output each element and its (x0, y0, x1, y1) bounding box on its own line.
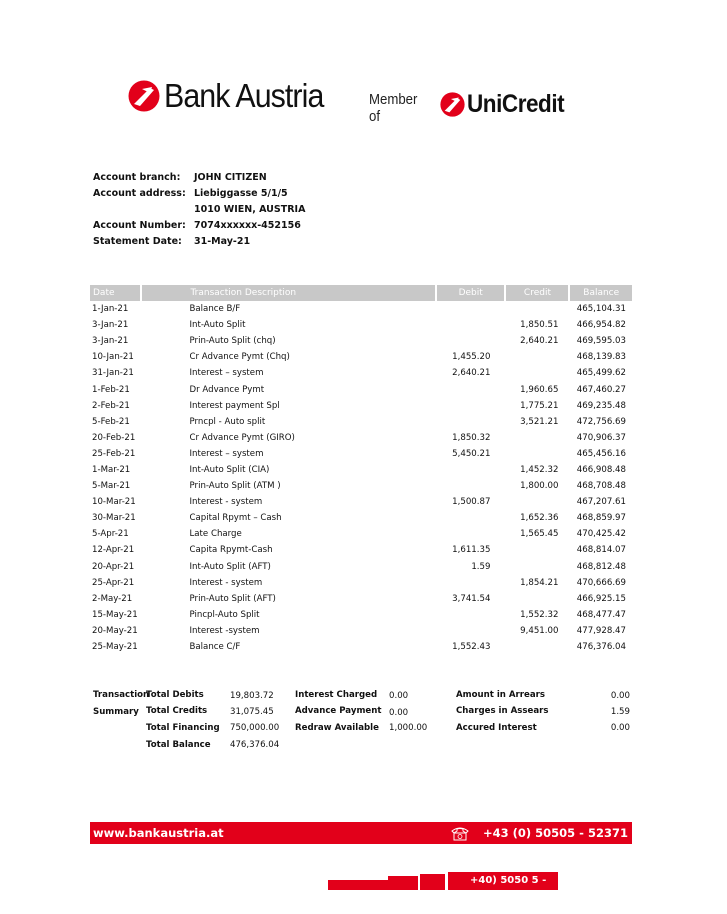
account-address-line2-value: 1010 WIEN, AUSTRIA (194, 204, 306, 215)
unicredit-mark-icon (440, 92, 465, 117)
total-credits-label: Total Credits (146, 706, 208, 716)
telephone-icon (450, 825, 470, 841)
table-row (90, 559, 632, 575)
cell-date: 2-May-21 (92, 593, 133, 604)
table-row (90, 575, 632, 591)
cell-date: 15-May-21 (92, 609, 138, 620)
cell-credit: 2,640.21 (520, 336, 559, 347)
table-row (90, 414, 632, 430)
cell-debit: 2,640.21 (452, 368, 491, 379)
cell-description: Capital Rpymt – Cash (189, 513, 282, 524)
cell-balance: 469,595.03 (576, 336, 626, 347)
cell-description: Int-Auto Split (CIA) (189, 464, 270, 475)
account-number-label: Account Number: (93, 220, 186, 231)
footer-artifact (320, 872, 572, 892)
cell-description: Capita Rpymt-Cash (189, 545, 273, 556)
cell-description: Interest – system (189, 448, 264, 459)
summary-title-line2: Summary (93, 707, 139, 717)
summary-title-line1: Transaction (93, 690, 150, 700)
table-row (90, 317, 632, 333)
cell-credit (505, 559, 569, 575)
cell-balance: 468,708.48 (576, 481, 626, 492)
charges-in-arrears-label: Charges in Assears (456, 706, 549, 716)
table-row (90, 381, 632, 397)
cell-debit: 1,850.32 (452, 432, 491, 443)
cell-description: Int-Auto Split (AFT) (189, 561, 271, 572)
cell-description: Late Charge (189, 529, 242, 540)
cell-balance: 467,460.27 (576, 384, 626, 395)
table-row (90, 462, 632, 478)
cell-description: Balance B/F (189, 304, 241, 315)
advance-payment-label: Advance Payment (295, 706, 382, 716)
cell-description: Interest – system (189, 368, 264, 379)
column-header-description: Transaction Description (141, 285, 436, 301)
table-row (90, 430, 632, 446)
table-row (90, 349, 632, 365)
cell-debit: 1,611.35 (452, 545, 491, 556)
total-debits-label: Total Debits (146, 690, 204, 700)
account-address-line2-label (93, 204, 194, 220)
cell-debit (436, 510, 505, 526)
cell-balance: 470,906.37 (576, 432, 626, 443)
cell-debit (436, 623, 505, 639)
website-link[interactable]: www.bankaustria.at (93, 826, 224, 840)
cell-credit: 3,521.21 (520, 416, 559, 427)
cell-debit (436, 381, 505, 397)
cell-balance: 466,925.15 (576, 593, 626, 604)
cell-debit: 3,741.54 (452, 593, 491, 604)
cell-description: Cr Advance Pymt (Chq) (189, 352, 290, 363)
cell-credit (505, 446, 569, 462)
cell-balance: 468,859.97 (576, 513, 626, 524)
table-row (90, 446, 632, 462)
cell-description: Interest - system (189, 497, 263, 508)
table-header-row (90, 285, 632, 301)
table-row (90, 623, 632, 639)
cell-credit: 1,452.32 (520, 464, 559, 475)
account-number-row (93, 220, 305, 236)
cell-description: Balance C/F (189, 642, 241, 653)
cell-date: 1-Feb-21 (92, 384, 130, 395)
table-row (90, 591, 632, 607)
account-info (93, 172, 305, 252)
footer-bar (90, 822, 632, 844)
member-of-label: Member of (369, 91, 418, 125)
cell-credit (505, 494, 569, 510)
cell-balance: 477,928.47 (576, 625, 626, 636)
table-row (90, 494, 632, 510)
cell-date: 20-Feb-21 (92, 432, 136, 443)
cell-date: 3-Jan-21 (92, 320, 129, 331)
cell-description: Prncpl - Auto split (189, 416, 266, 427)
total-balance-label: Total Balance (146, 740, 211, 750)
bank-austria-logo (128, 74, 337, 114)
accrued-interest-label: Accured Interest (456, 723, 537, 733)
cell-balance: 467,207.61 (576, 497, 626, 508)
table-body (90, 301, 632, 655)
cell-credit: 1,854.21 (520, 577, 559, 588)
cell-debit (436, 414, 505, 430)
total-debits-value: 19,803.72 (230, 691, 274, 701)
accrued-interest-value: 0.00 (610, 723, 630, 733)
cell-credit (505, 430, 569, 446)
cell-balance: 472,756.69 (576, 416, 626, 427)
cell-balance: 466,954.82 (576, 320, 626, 331)
cell-description: Dr Advance Pymt (189, 384, 265, 395)
total-balance-value: 476,376.04 (230, 740, 280, 750)
cell-date: 12-Apr-21 (92, 545, 135, 556)
cell-date: 25-Apr-21 (92, 577, 135, 588)
cell-balance: 468,814.07 (576, 545, 626, 556)
interest-charged-value: 0.00 (389, 691, 409, 701)
cell-description: Prin-Auto Split (ATM ) (189, 481, 281, 492)
cell-credit (505, 365, 569, 381)
cell-balance: 468,477.47 (576, 609, 626, 620)
table-row (90, 398, 632, 414)
cell-date: 20-Apr-21 (92, 561, 135, 572)
cell-date: 10-Jan-21 (92, 352, 134, 363)
artifact-text: +40) 5050 5 - (470, 875, 547, 886)
column-header-date: Date (90, 285, 141, 301)
cell-credit: 1,775.21 (520, 400, 559, 411)
account-branch-label: Account branch: (93, 172, 181, 183)
cell-description: Prin-Auto Split (chq) (189, 336, 276, 347)
account-branch-row (93, 172, 305, 188)
cell-credit (505, 591, 569, 607)
total-financing-label: Total Financing (146, 723, 220, 733)
cell-date: 5-Mar-21 (92, 481, 131, 492)
account-address-row (93, 188, 305, 204)
charges-in-arrears-value: 1.59 (610, 707, 630, 717)
cell-date: 25-Feb-21 (92, 448, 136, 459)
cell-date: 3-Jan-21 (92, 336, 129, 347)
phone-number[interactable]: +43 (0) 50505 - 52371 (483, 826, 628, 840)
column-header-credit: Credit (505, 285, 569, 301)
cell-date: 20-May-21 (92, 625, 138, 636)
cell-balance: 476,376.04 (576, 642, 626, 653)
cell-balance: 465,499.62 (576, 368, 626, 379)
cell-credit: 1,800.00 (520, 481, 559, 492)
cell-credit (505, 301, 569, 317)
statement-date-value: 31-May-21 (194, 236, 251, 247)
cell-date: 10-Mar-21 (92, 497, 136, 508)
cell-debit: 5,450.21 (452, 448, 491, 459)
cell-debit (436, 575, 505, 591)
table-row (90, 510, 632, 526)
cell-credit: 1,552.32 (520, 609, 559, 620)
cell-description: Cr Advance Pymt (GIRO) (189, 432, 295, 443)
cell-date: 2-Feb-21 (92, 400, 130, 411)
cell-debit (436, 478, 505, 494)
cell-debit (436, 398, 505, 414)
member-of-unicredit (369, 83, 575, 125)
cell-description: Interest -system (189, 625, 260, 636)
cell-date: 5-Feb-21 (92, 416, 130, 427)
cell-description: Interest - system (189, 577, 263, 588)
cell-date: 31-Jan-21 (92, 368, 134, 379)
total-credits-value: 31,075.45 (230, 707, 274, 717)
column-header-balance: Balance (569, 285, 632, 301)
cell-balance: 465,456.16 (576, 448, 626, 459)
bank-name: Bank Austria (164, 77, 324, 114)
table-row (90, 607, 632, 623)
cell-credit: 9,451.00 (520, 625, 559, 636)
cell-credit: 1,850.51 (520, 320, 559, 331)
redraw-available-value: 1,000.00 (389, 723, 428, 733)
transaction-table (90, 285, 632, 655)
cell-debit (436, 526, 505, 542)
account-branch-value: JOHN CITIZEN (194, 172, 267, 183)
cell-balance: 469,235.48 (576, 400, 626, 411)
cell-debit: 1.59 (471, 561, 491, 572)
redraw-available-label: Redraw Available (295, 723, 379, 733)
cell-balance: 468,139.83 (576, 352, 626, 363)
cell-description: Prin-Auto Split (AFT) (189, 593, 276, 604)
cell-description: Pincpl-Auto Split (189, 609, 260, 620)
cell-credit: 1,652.36 (520, 513, 559, 524)
total-financing-value: 750,000.00 (230, 723, 280, 733)
cell-date: 30-Mar-21 (92, 513, 136, 524)
cell-debit (436, 462, 505, 478)
account-address-label: Account address: (93, 188, 186, 199)
cell-description: Interest payment Spl (189, 400, 280, 411)
table-row (90, 365, 632, 381)
account-address-value: Liebiggasse 5/1/5 (194, 188, 288, 199)
account-address-line2-row (93, 204, 305, 220)
table-row (90, 639, 632, 655)
cell-debit (436, 333, 505, 349)
cell-balance: 470,425.42 (576, 529, 626, 540)
cell-debit: 1,455.20 (452, 352, 491, 363)
statement-date-label: Statement Date: (93, 236, 182, 247)
table-row (90, 542, 632, 558)
cell-date: 1-Mar-21 (92, 464, 131, 475)
cell-credit (505, 542, 569, 558)
table-row (90, 478, 632, 494)
cell-balance: 466,908.48 (576, 464, 626, 475)
advance-payment-value: 0.00 (389, 708, 409, 718)
account-number-value: 7074xxxxxx-452156 (194, 220, 301, 231)
cell-debit (436, 301, 505, 317)
cell-balance: 465,104.31 (576, 304, 626, 315)
cell-debit (436, 607, 505, 623)
cell-credit (505, 349, 569, 365)
column-header-debit: Debit (436, 285, 505, 301)
table-row (90, 301, 632, 317)
table-row (90, 526, 632, 542)
unicredit-mark-icon (128, 80, 160, 112)
amount-in-arrears-label: Amount in Arrears (456, 690, 546, 700)
cell-credit: 1,565.45 (520, 529, 559, 540)
cell-debit: 1,552.43 (452, 642, 491, 653)
cell-debit: 1,500.87 (452, 497, 491, 508)
parent-brand: UniCredit (467, 89, 565, 118)
cell-balance: 470,666.69 (576, 577, 626, 588)
amount-in-arrears-value: 0.00 (610, 691, 630, 701)
table-row (90, 333, 632, 349)
cell-description: Int-Auto Split (189, 320, 246, 331)
cell-credit (505, 639, 569, 655)
cell-balance: 468,812.48 (576, 561, 626, 572)
cell-date: 25-May-21 (92, 642, 138, 653)
cell-debit (436, 317, 505, 333)
cell-date: 1-Jan-21 (92, 304, 129, 315)
statement-date-row (93, 236, 305, 252)
cell-credit: 1,960.65 (520, 384, 559, 395)
interest-charged-label: Interest Charged (295, 690, 378, 700)
cell-date: 5-Apr-21 (92, 529, 129, 540)
